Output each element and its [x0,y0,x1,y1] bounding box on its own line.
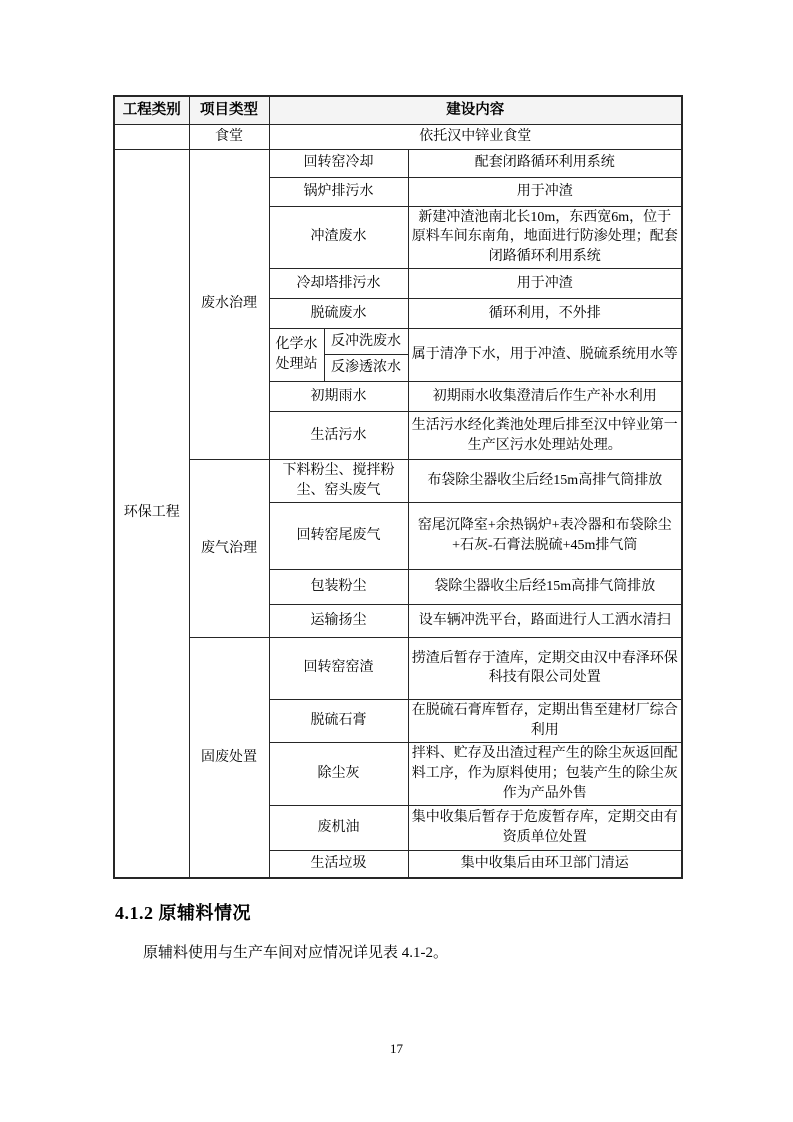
cell-wastewater-item-6: 生活污水 [269,412,408,460]
table-row-wastewater-0 [114,149,682,177]
cell-solid-content-3: 集中收集后暂存于危废暂存库，定期交由有资质单位处置 [408,805,682,850]
construction-content-table [113,95,683,879]
section-heading: 4.1.2 原辅料情况 [115,903,251,923]
cell-gas-content-2: 袋除尘器收尘后经15m高排气筒排放 [408,569,682,604]
cell-solid-item-1: 脱硫石膏 [269,699,408,742]
cell-solid-item-2: 除尘灰 [269,742,408,805]
cell-wastewater-item-4: 脱硫废水 [269,299,408,329]
cell-chem-station-content: 属于清净下水，用于冲渣、脱硫系统用水等 [408,329,682,382]
cell-canteen-content: 依托汉中锌业食堂 [269,124,682,149]
cell-chem-station-sub1: 反冲洗废水 [324,329,408,355]
header-construction-content: 建设内容 [269,96,682,124]
cell-wastewater-content-0: 配套闭路循环利用系统 [408,149,682,177]
table-row-canteen [114,124,682,149]
cell-solid-item-0: 回转窑窑渣 [269,637,408,699]
cell-wastewater-content-2: 新建冲渣池南北长10m，东西宽6m，位于原料车间东南角，地面进行防渗处理；配套闭路循环利用系统 [408,206,682,269]
cell-wastewater-item-0: 回转窑冷却 [269,149,408,177]
cell-chem-station-sub2: 反渗透浓水 [324,355,408,382]
cell-wastewater-label: 废水治理 [189,149,269,460]
cell-wastewater-content-4: 循环利用，不外排 [408,299,682,329]
cell-solid-content-0: 捞渣后暂存于渣库，定期交由汉中春泽环保科技有限公司处置 [408,637,682,699]
body-paragraph: 原辅料使用与生产车间对应情况详见表 4.1-2。 [143,945,448,961]
cell-chem-station-label: 化学水处理站 [269,329,324,382]
cell-gas-content-1: 窑尾沉降室+余热锅炉+表冷器和布袋除尘+石灰-石膏法脱硫+45m排气筒 [408,502,682,569]
table-row-gas-0 [114,460,682,503]
cell-wastewater-item-5: 初期雨水 [269,382,408,412]
cell-solid-content-2: 拌料、贮存及出渣过程产生的除尘灰返回配料工序，作为原料使用；包装产生的除尘灰作为产品外售 [408,742,682,805]
cell-solid-content-1: 在脱硫石膏库暂存，定期出售至建材厂综合利用 [408,699,682,742]
cell-wastewater-item-2: 冲渣废水 [269,206,408,269]
table-header-row [114,96,682,124]
cell-wastewater-content-6: 生活污水经化粪池处理后排至汉中锌业第一生产区污水处理站处理。 [408,412,682,460]
cell-gas-content-0: 布袋除尘器收尘后经15m高排气筒排放 [408,460,682,503]
cell-solid-item-3: 废机油 [269,805,408,850]
cell-canteen-type: 食堂 [189,124,269,149]
cell-gas-item-3: 运输扬尘 [269,604,408,637]
header-project-category: 工程类别 [114,96,189,124]
header-project-type: 项目类型 [189,96,269,124]
cell-wastewater-content-1: 用于冲渣 [408,177,682,206]
cell-solid-waste-label: 固废处置 [189,637,269,878]
cell-category-environmental: 环保工程 [114,149,189,878]
cell-waste-gas-label: 废气治理 [189,460,269,638]
page-number: 17 [390,1041,403,1056]
cell-wastewater-item-3: 冷却塔排污水 [269,269,408,299]
cell-solid-content-4: 集中收集后由环卫部门清运 [408,850,682,878]
cell-gas-content-3: 设车辆冲洗平台，路面进行人工洒水清扫 [408,604,682,637]
table-row-solid-0 [114,637,682,699]
cell-wastewater-item-1: 锅炉排污水 [269,177,408,206]
cell-gas-item-2: 包装粉尘 [269,569,408,604]
cell-solid-item-4: 生活垃圾 [269,850,408,878]
page-content [113,95,681,965]
cell-wastewater-content-3: 用于冲渣 [408,269,682,299]
cell-gas-item-1: 回转窑尾废气 [269,502,408,569]
cell-gas-item-0: 下料粉尘、搅拌粉尘、窑头废气 [269,460,408,503]
cell-wastewater-content-5: 初期雨水收集澄清后作生产补水利用 [408,382,682,412]
cell-canteen-category-empty [114,124,189,149]
